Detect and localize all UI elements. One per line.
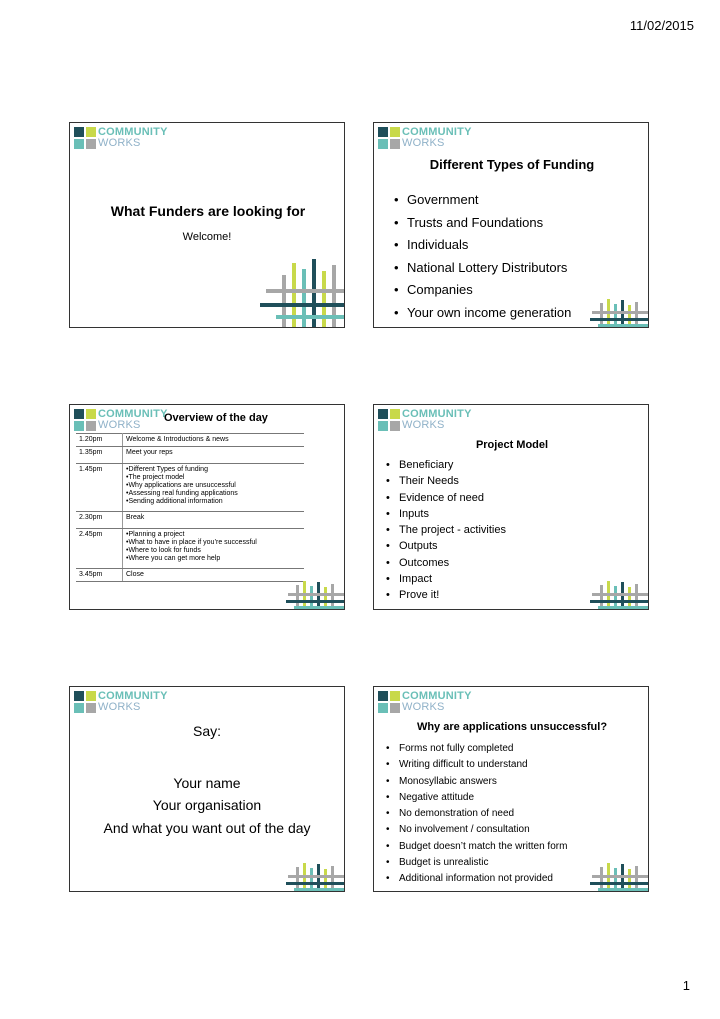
activity-line: •Assessing real funding applications — [126, 490, 238, 497]
logo-mark-icon — [74, 691, 96, 713]
activity-line: •Where to look for funds — [126, 547, 201, 554]
list-item: • Inputs — [386, 506, 506, 522]
slide-3 — [69, 404, 345, 610]
schedule-activity — [123, 434, 305, 447]
list-item: • Additional information not provided — [386, 871, 567, 887]
schedule-activity — [123, 569, 305, 582]
table-row — [76, 512, 304, 529]
schedule-time: 1.35pm — [76, 447, 123, 464]
decorative-stripes-icon — [590, 299, 649, 328]
list-item: • Individuals — [394, 234, 571, 257]
list-item: • Writing difficult to understand — [386, 757, 567, 773]
list-item: • Budget doesn’t match the written form — [386, 839, 567, 855]
logo-line1: COMMUNITY — [402, 690, 472, 702]
logo-line2: WORKS — [98, 137, 141, 149]
unsuccessful-reasons-list — [386, 741, 567, 888]
page-number: 1 — [682, 978, 690, 993]
slide-4-title: Project Model — [475, 439, 549, 451]
schedule-table — [76, 433, 304, 582]
slide-3-title: Overview of the day — [164, 412, 268, 424]
list-item: • Prove it! — [386, 587, 506, 603]
activity-line: •What to have in place if you’re successful — [126, 539, 257, 546]
decorative-stripes-icon — [260, 257, 345, 327]
slide-1-title: What Funders are looking for — [110, 203, 306, 219]
list-item: • Evidence of need — [386, 490, 506, 506]
decorative-stripes-icon — [590, 863, 649, 892]
table-row — [76, 569, 304, 582]
list-item: • Impact — [386, 571, 506, 587]
community-works-logo — [378, 409, 488, 433]
community-works-logo — [378, 691, 488, 715]
activity-line: •The project model — [126, 474, 185, 481]
logo-line1: COMMUNITY — [402, 408, 472, 420]
activity-line: Welcome & Introductions & news — [126, 436, 229, 443]
say-line: And what you want out of the day — [103, 820, 311, 836]
say-line: Your organisation — [152, 797, 262, 813]
say-line: Your name — [173, 775, 241, 791]
slide-2-title: Different Types of Funding — [429, 157, 595, 172]
table-row — [76, 464, 304, 512]
list-item: • Monosyllabic answers — [386, 774, 567, 790]
activity-line: •Where you can get more help — [126, 555, 221, 562]
list-item: • Trusts and Foundations — [394, 212, 571, 235]
logo-line2: WORKS — [98, 419, 141, 431]
slide-5 — [69, 686, 345, 892]
slide-6-title: Why are applications unsuccessful? — [416, 721, 608, 733]
schedule-time: 1.45pm — [76, 464, 123, 512]
logo-line1: COMMUNITY — [98, 690, 168, 702]
schedule-activity — [123, 529, 305, 569]
logo-mark-icon — [378, 409, 400, 431]
list-item: • Your own income generation — [394, 302, 571, 325]
slide-1-subtitle: Welcome! — [182, 231, 232, 243]
schedule-time: 2.30pm — [76, 512, 123, 529]
table-row — [76, 434, 304, 447]
funding-types-list — [394, 189, 571, 324]
schedule-activity — [123, 447, 305, 464]
schedule-time: 2.45pm — [76, 529, 123, 569]
activity-line: •Different Types of funding — [126, 466, 208, 473]
list-item: • Government — [394, 189, 571, 212]
list-item: • Their Needs — [386, 473, 506, 489]
schedule-activity — [123, 512, 305, 529]
logo-line2: WORKS — [402, 419, 445, 431]
schedule-time: 3.45pm — [76, 569, 123, 582]
decorative-stripes-icon — [286, 863, 345, 892]
logo-line2: WORKS — [98, 701, 141, 713]
list-item: • Budget is unrealistic — [386, 855, 567, 871]
activity-line: Close — [126, 571, 144, 578]
logo-line1: COMMUNITY — [402, 126, 472, 138]
activity-line: •Why applications are unsuccessful — [126, 482, 236, 489]
activity-line: •Sending additional information — [126, 498, 223, 505]
table-row — [76, 447, 304, 464]
list-item: • The project - activities — [386, 522, 506, 538]
slide-1 — [69, 122, 345, 328]
slide-4 — [373, 404, 649, 610]
logo-line1: COMMUNITY — [98, 126, 168, 138]
slide-2 — [373, 122, 649, 328]
community-works-logo — [74, 691, 184, 715]
logo-mark-icon — [378, 127, 400, 149]
list-item: • Companies — [394, 279, 571, 302]
logo-mark-icon — [74, 127, 96, 149]
logo-line2: WORKS — [402, 137, 445, 149]
list-item: • Negative attitude — [386, 790, 567, 806]
logo-line1: COMMUNITY — [98, 408, 168, 420]
table-row — [76, 529, 304, 569]
list-item: • No demonstration of need — [386, 806, 567, 822]
activity-line: Meet your reps — [126, 449, 173, 456]
logo-line2: WORKS — [402, 701, 445, 713]
list-item: • Forms not fully completed — [386, 741, 567, 757]
list-item: • No involvement / consultation — [386, 822, 567, 838]
slide-6 — [373, 686, 649, 892]
activity-line: Break — [126, 514, 145, 521]
list-item: • Beneficiary — [386, 457, 506, 473]
schedule-time: 1.20pm — [76, 434, 123, 447]
decorative-stripes-icon — [286, 581, 345, 610]
project-model-list — [386, 457, 506, 604]
schedule-activity — [123, 464, 305, 512]
list-item: • Outputs — [386, 538, 506, 554]
decorative-stripes-icon — [590, 581, 649, 610]
community-works-logo — [74, 127, 184, 151]
logo-mark-icon — [74, 409, 96, 431]
community-works-logo — [378, 127, 488, 151]
list-item: • National Lottery Distributors — [394, 257, 571, 280]
slide-5-title: Say: — [192, 723, 221, 739]
activity-line: •Planning a project — [126, 531, 185, 538]
list-item: • Outcomes — [386, 555, 506, 571]
logo-mark-icon — [378, 691, 400, 713]
print-date: 11/02/2015 — [629, 18, 694, 33]
